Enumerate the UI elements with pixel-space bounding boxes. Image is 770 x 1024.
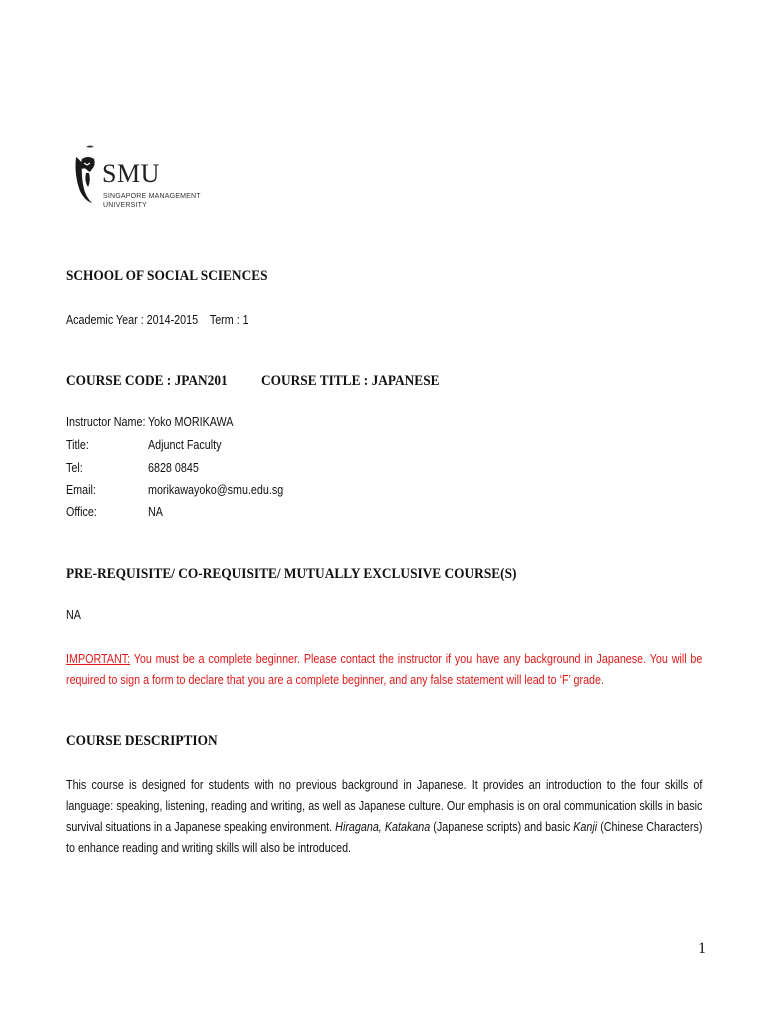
smu-logo (72, 143, 201, 223)
school-heading: SCHOOL OF SOCIAL SCIENCES (66, 268, 268, 284)
title-label: Title: (66, 438, 89, 452)
important-notice (66, 649, 702, 691)
logo-subtitle-line2: UNIVERSITY (103, 202, 148, 209)
term-kanji: Kanji (573, 820, 598, 834)
office-label: Office: (66, 505, 97, 519)
course-description-heading: COURSE DESCRIPTION (66, 733, 218, 749)
term-hiragana: Hiragana (335, 820, 379, 834)
title-value: Adjunct Faculty (148, 438, 222, 452)
prerequisite-value: NA (66, 608, 81, 622)
important-text: You must be a complete beginner. Please contact the instructor if you have any background in Japanese. You will be required to sign a form to declare that you are a complete beginner, and any false statement will lead to ‘F’ grade. (66, 652, 703, 687)
prerequisite-heading: PRE-REQUISITE/ CO-REQUISITE/ MUTUALLY EXCLUSIVE COURSE(S) (66, 566, 517, 582)
course-title: COURSE TITLE : JAPANESE (261, 373, 440, 389)
term-katakana: Katakana (384, 820, 431, 834)
description-part2: (Japanese scripts) and basic (430, 820, 574, 834)
instructor-name-label: Instructor Name: (66, 415, 146, 429)
email-value: morikawayoko@smu.edu.sg (148, 483, 284, 497)
logo-wordmark: SMU (102, 159, 160, 188)
email-label: Email: (66, 483, 96, 497)
lion-head-icon (72, 143, 102, 223)
logo-subtitle-line1: SINGAPORE MANAGEMENT (103, 193, 201, 200)
important-label: IMPORTANT: (66, 652, 131, 666)
description-part3: (Chinese Characters) to enhance reading and writing skills will also be introduced. (66, 820, 703, 855)
course-code: COURSE CODE : JPAN201 (66, 373, 228, 389)
academic-year-line: Academic Year : 2014-2015 Term : 1 (66, 313, 249, 327)
instructor-name-value: Yoko MORIKAWA (148, 415, 234, 429)
tel-value: 6828 0845 (148, 461, 199, 475)
description-comma: , (378, 820, 385, 834)
logo-subtitle (103, 192, 201, 210)
office-value: NA (148, 505, 163, 519)
tel-label: Tel: (66, 461, 83, 475)
page-number: 1 (698, 940, 706, 957)
course-description-text (66, 775, 702, 859)
description-part1: This course is designed for students with no previous background in Japanese. It provides an introduction to the four skills of language: speaking, listening, reading and writing, as well as Japanese culture. Our emphasis is on oral communication skills in basic survival situations in a Japanese speaking environment. (66, 778, 703, 834)
